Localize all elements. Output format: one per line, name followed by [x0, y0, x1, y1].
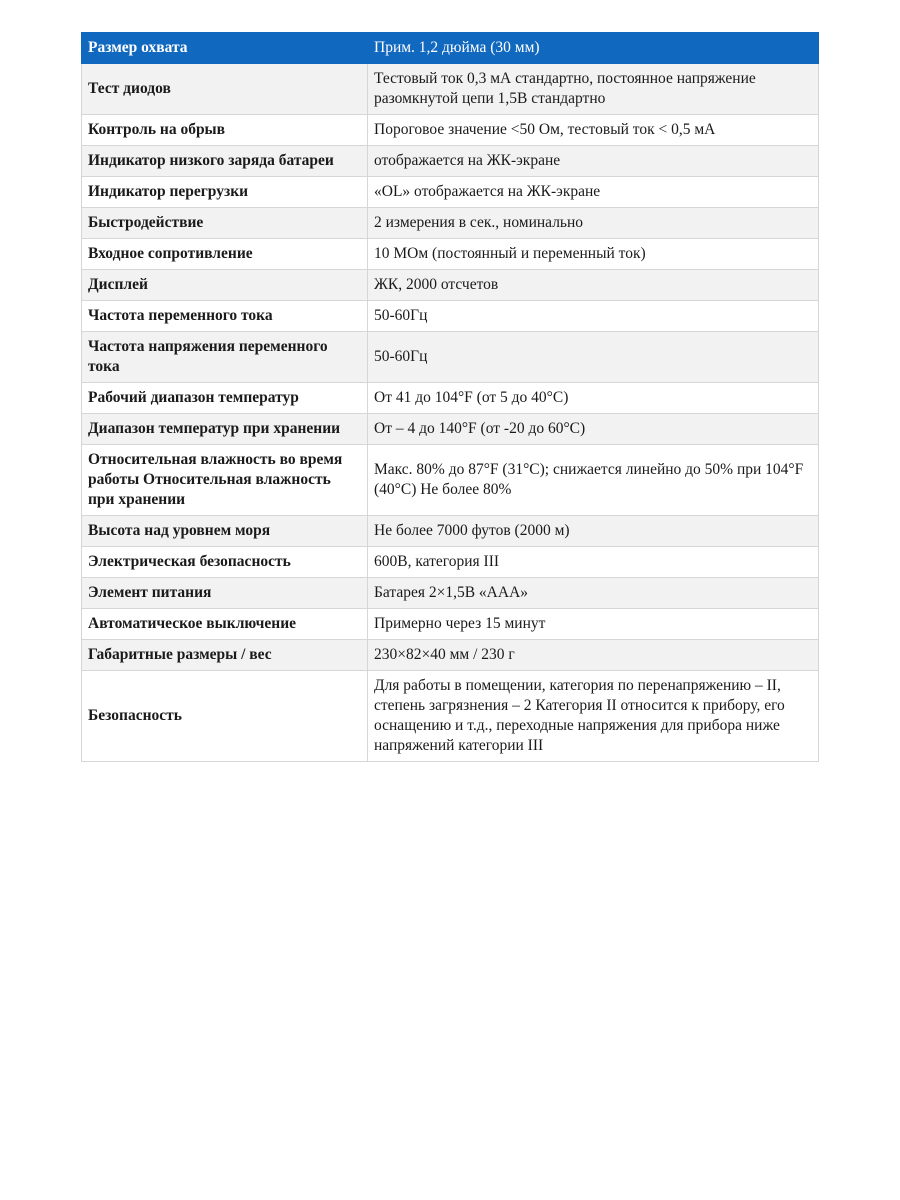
row-label: Диапазон температур при хранении [82, 414, 368, 445]
row-value: Макс. 80% до 87°F (31°C); снижается линейно до 50% при 104°F (40°C) Не более 80% [368, 445, 819, 516]
table-row [82, 301, 819, 332]
table-row [82, 332, 819, 383]
row-value: Не более 7000 футов (2000 м) [368, 516, 819, 547]
row-label: Быстродействие [82, 208, 368, 239]
row-value: 50-60Гц [368, 332, 819, 383]
row-label: Индикатор низкого заряда батареи [82, 146, 368, 177]
row-label: Дисплей [82, 270, 368, 301]
row-label: Высота над уровнем моря [82, 516, 368, 547]
row-value: Тестовый ток 0,3 мА стандартно, постоянное напряжение разомкнутой цепи 1,5В стандартно [368, 64, 819, 115]
row-value: От – 4 до 140°F (от -20 до 60°C) [368, 414, 819, 445]
header-label-cell: Размер охвата [82, 33, 368, 64]
row-value: От 41 до 104°F (от 5 до 40°C) [368, 383, 819, 414]
row-value: 2 измерения в сек., номинально [368, 208, 819, 239]
row-value: Пороговое значение <50 Ом, тестовый ток < 0,5 мА [368, 115, 819, 146]
table-row [82, 208, 819, 239]
row-label: Элемент питания [82, 578, 368, 609]
row-value: ЖК, 2000 отсчетов [368, 270, 819, 301]
table-row [82, 671, 819, 762]
row-value: Примерно через 15 минут [368, 609, 819, 640]
row-label: Автоматическое выключение [82, 609, 368, 640]
table-row [82, 414, 819, 445]
table-row [82, 445, 819, 516]
table-row [82, 64, 819, 115]
row-label: Тест диодов [82, 64, 368, 115]
table-row [82, 516, 819, 547]
row-value: 10 МОм (постоянный и переменный ток) [368, 239, 819, 270]
row-label: Относительная влажность во время работы Относительная влажность при хранении [82, 445, 368, 516]
row-value: 600В, категория III [368, 547, 819, 578]
table-row [82, 383, 819, 414]
row-label: Индикатор перегрузки [82, 177, 368, 208]
row-label: Входное сопротивление [82, 239, 368, 270]
row-value: 50-60Гц [368, 301, 819, 332]
header-value-cell: Прим. 1,2 дюйма (30 мм) [368, 33, 819, 64]
table-header-row [82, 33, 819, 64]
table-row [82, 146, 819, 177]
row-value: отображается на ЖК-экране [368, 146, 819, 177]
table-row [82, 609, 819, 640]
row-label: Частота переменного тока [82, 301, 368, 332]
table-row [82, 578, 819, 609]
row-value: «OL» отображается на ЖК-экране [368, 177, 819, 208]
row-label: Рабочий диапазон температур [82, 383, 368, 414]
table-row [82, 239, 819, 270]
row-label: Частота напряжения переменного тока [82, 332, 368, 383]
table-row [82, 115, 819, 146]
row-value: Для работы в помещении, категория по перенапряжению – II, степень загрязнения – 2 Категория II относится к прибору, его оснащению и т.д., переходные напряжения для прибора ниже напряжений категории III [368, 671, 819, 762]
row-value: Батарея 2×1,5В «ААА» [368, 578, 819, 609]
row-value: 230×82×40 мм / 230 г [368, 640, 819, 671]
table-row [82, 547, 819, 578]
table-row [82, 640, 819, 671]
table-row [82, 270, 819, 301]
row-label: Безопасность [82, 671, 368, 762]
row-label: Контроль на обрыв [82, 115, 368, 146]
row-label: Электрическая безопасность [82, 547, 368, 578]
row-label: Габаритные размеры / вес [82, 640, 368, 671]
specifications-table [81, 32, 819, 762]
table-row [82, 177, 819, 208]
